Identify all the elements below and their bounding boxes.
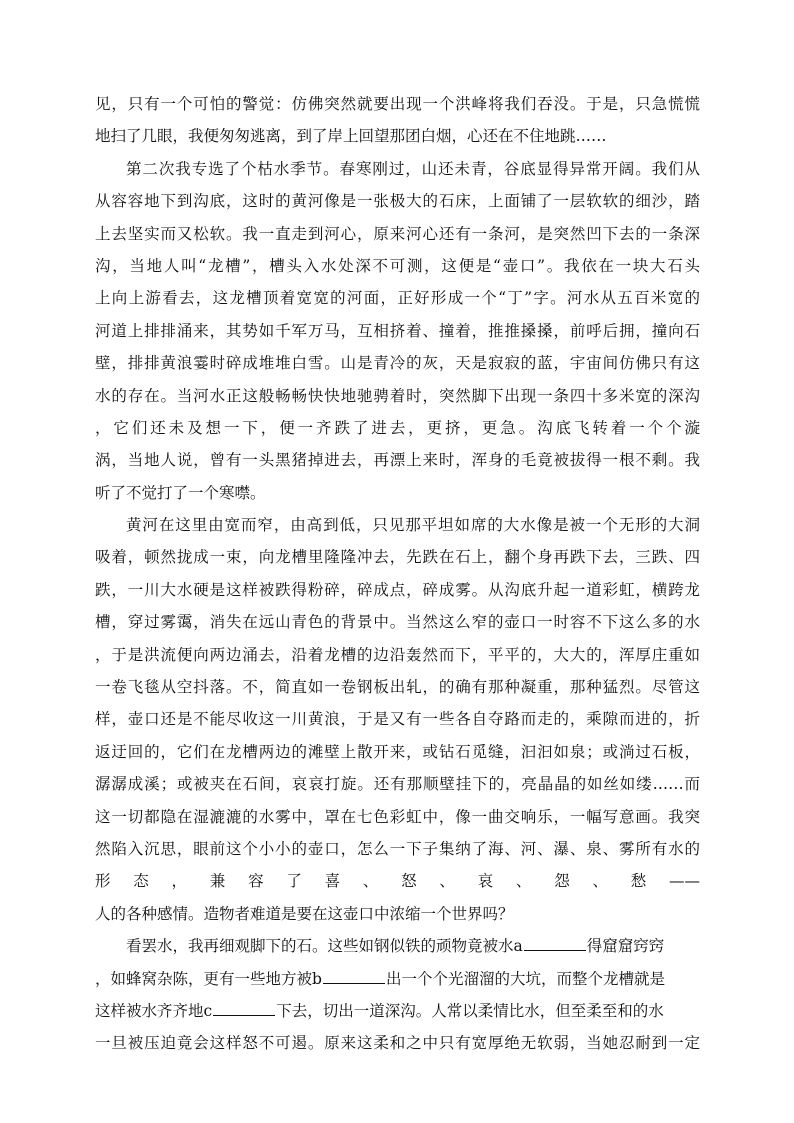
text-segment: 看罢水，我再细观脚下的石。这些如钢似铁的顽物竟被水a — [126, 937, 523, 956]
fill-line — [95, 995, 700, 1027]
text-line: 一卷飞毯从空抖落。不，简直如一卷钢板出轧，的确有那种凝重，那种猛烈。尽管这 — [95, 678, 700, 697]
text-line: 壁，排排黄浪霎时碎成堆堆白雪。山是青冷的灰，天是寂寂的蓝，宇宙间仿佛只有这 — [95, 354, 700, 373]
text-line: 河道上排排涌来，其势如千军万马，互相挤着、撞着，推推搡搡，前呼后拥，撞向石 — [95, 321, 700, 340]
text-segment: ，如蜂窝杂陈，更有一些地方被b — [95, 969, 322, 988]
text-line: 形 态 ， 兼 容 了 喜 、 怒 、 哀 、 怨 、 愁 —— — [95, 872, 700, 891]
text-line: 地扫了几眼，我便匆匆逃离，到了岸上回望那团白烟，心还在不住地跳…… — [95, 127, 607, 146]
text-line: 水的存在。当河水正这般畅畅快快地驰骋着时，突然脚下出现一条四十多米宽的深沟 — [95, 386, 700, 405]
paragraph-first-line: 第二次我专选了个枯水季节。春寒刚过，山还未青，谷底显得异常开阔。我们从 — [126, 159, 700, 178]
blank-a — [524, 933, 586, 951]
text-line: 沟，当地人叫“龙槽”，槽头入水处深不可测，这便是“壶口”。我依在一块大石头 — [95, 256, 700, 275]
text-line: 这一切都隐在湿漉漉的水雾中，罩在七色彩虹中，像一曲交响乐，一幅写意画。我突 — [95, 807, 700, 826]
text-segment: 这样被水齐齐地c — [95, 1001, 213, 1020]
text-line: 从容容地下到沟底，这时的黄河像是一张极大的石床，上面铺了一层软软的细沙，踏 — [95, 192, 700, 211]
blank-c — [213, 998, 275, 1016]
text-segment: 下去，切出一道深沟。人常以柔情比水，但至柔至和的水 — [276, 1001, 664, 1020]
text-line: 听了不觉打了一个寒噤。 — [95, 483, 266, 502]
text-line: 跌，一川大水硬是这样被跌得粉碎，碎成点，碎成雾。从沟底升起一道彩虹，横跨龙 — [95, 580, 700, 599]
fill-line — [95, 963, 700, 995]
text-line: ，它们还未及想一下，便一齐跌了进去，更挤，更急。沟底飞转着一个个漩 — [95, 418, 700, 437]
text-line: 然陷入沉思，眼前这个小小的壶口，怎么一下子集纳了海、河、瀑、泉、雾所有水的 — [95, 839, 700, 858]
blank-b — [323, 966, 385, 984]
text-segment: 得窟窟窍窍 — [586, 937, 665, 956]
text-line: 涡，当地人说，曾有一头黑猪掉进去，再漂上来时，浑身的毛竟被拔得一根不剩。我 — [95, 451, 700, 470]
passage-body — [95, 88, 700, 1060]
text-line: 上去坚实而又松软。我一直走到河心，原来河心还有一条河，是突然凹下去的一条深 — [95, 224, 700, 243]
text-segment: 出一个个光溜溜的大坑，而整个龙槽就是 — [385, 969, 665, 988]
text-line: 槽，穿过雾霭，消失在远山青色的背景中。当然这么窄的壶口一时容不下这么多的水 — [95, 613, 700, 632]
text-line: ，于是洪流便向两边涌去，沿着龙槽的边沿轰然而下，平平的，大大的，浑厚庄重如 — [95, 645, 700, 664]
paragraph-first-line: 黄河在这里由宽而窄，由高到低，只见那平坦如席的大水像是被一个无形的大洞 — [126, 516, 700, 535]
text-line: 样，壶口还是不能尽收这一川黄浪，于是又有一些各自夺路而走的，乘隙而进的，折 — [95, 710, 700, 729]
text-line: 见，只有一个可怕的警觉：仿佛突然就要出现一个洪峰将我们吞没。于是，只急慌慌 — [95, 95, 700, 113]
text-line: 上向上游看去，这龙槽顶着宽宽的河面，正好形成一个“丁”字。河水从五百米宽的 — [95, 289, 700, 308]
text-line: 人的各种感情。造物者难道是要在这壶口中浓缩一个世界吗？ — [95, 904, 514, 923]
text-line: 返迂回的，它们在龙槽两边的滩壁上散开来，或钻石觅缝，汩汩如泉；或淌过石板， — [95, 742, 700, 761]
fill-line — [95, 930, 700, 962]
text-line: 吸着，顿然拢成一束，向龙槽里隆隆冲去，先跌在石上，翻个身再跌下去，三跌、四 — [95, 548, 700, 567]
text-line: 一旦被压迫竟会这样怒不可遏。原来这柔和之中只有宽厚绝无软弱，当她忍耐到一定 — [95, 1034, 700, 1053]
text-line: 潺潺成溪；或被夹在石间，哀哀打旋。还有那顺壁挂下的，亮晶晶的如丝如缕……而 — [95, 775, 700, 794]
